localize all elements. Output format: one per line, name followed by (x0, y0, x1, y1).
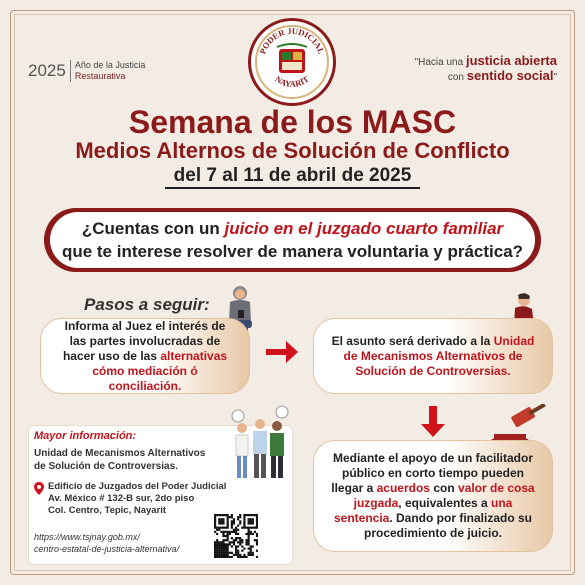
qr-module (250, 552, 252, 554)
qr-module (222, 548, 224, 550)
qr-module (235, 533, 237, 535)
qr-module (218, 514, 220, 516)
qr-module (220, 520, 222, 522)
unit-name-line2: de Solución de Controversias. (34, 461, 178, 472)
qr-module (235, 550, 237, 552)
qr-module (224, 552, 226, 554)
qr-module (216, 533, 218, 535)
year-text: 2025 (28, 61, 66, 80)
qr-module (220, 531, 222, 533)
step-1-card (40, 318, 250, 394)
qr-module (245, 527, 247, 529)
year-title-line1: Año de la Justicia (74, 60, 146, 70)
qr-module (243, 548, 245, 550)
step-3-highlight-3: una sentencia (333, 496, 513, 525)
qr-module (220, 545, 222, 547)
qr-module (220, 548, 222, 550)
qr-module (218, 548, 220, 550)
qr-module (239, 543, 241, 545)
qr-module (231, 552, 233, 554)
qr-module (233, 520, 235, 522)
qr-module (229, 541, 231, 543)
qr-module (239, 520, 241, 522)
qr-module (233, 531, 235, 533)
qr-module (243, 556, 245, 558)
qr-module (227, 522, 229, 524)
qr-module (245, 514, 247, 516)
qr-module (248, 518, 250, 520)
qr-module (239, 556, 241, 558)
qr-module (252, 514, 254, 516)
svg-text:NAYARIT: NAYARIT (273, 73, 311, 89)
qr-module (248, 541, 250, 543)
qr-module (229, 531, 231, 533)
qr-module (245, 556, 247, 558)
qr-module (229, 556, 231, 558)
qr-module (227, 554, 229, 556)
qr-module (252, 520, 254, 522)
year-badge (28, 60, 145, 82)
qr-module (233, 522, 235, 524)
address-line1: Edificio de Juzgados del Poder Judicial (48, 481, 227, 492)
qr-module (218, 554, 220, 556)
slogan-highlight-1: justicia abierta (465, 53, 557, 68)
qr-module (220, 527, 222, 529)
qr-module (250, 554, 252, 556)
qr-module (248, 522, 250, 524)
address-line3: Col. Centro, Tepic, Nayarit (48, 505, 167, 516)
qr-module (235, 539, 237, 541)
website-url-line1[interactable]: https://www.tsjnay.gob.mx/ (34, 532, 140, 542)
people-group-illustration (228, 404, 290, 482)
qr-module (250, 548, 252, 550)
qr-module (218, 556, 220, 558)
qr-module (256, 539, 258, 541)
qr-module (254, 531, 256, 533)
subtitle: Medios Alternos de Solución de Conflicto (75, 138, 510, 163)
qr-module (252, 518, 254, 520)
qr-module (222, 541, 224, 543)
qr-module (245, 541, 247, 543)
qr-module (218, 552, 220, 554)
qr-module (227, 548, 229, 550)
qr-module (218, 520, 220, 522)
unit-name-line1: Unidad de Mecanismos Alternativos (34, 448, 206, 459)
qr-module (237, 552, 239, 554)
qr-module (224, 531, 226, 533)
qr-module (239, 539, 241, 541)
qr-module (231, 520, 233, 522)
qr-module (239, 522, 241, 524)
qr-module (231, 522, 233, 524)
qr-module (256, 535, 258, 537)
slogan (415, 54, 557, 84)
qr-module (256, 543, 258, 545)
year-title-line2: Restaurativa (74, 71, 126, 81)
qr-module (252, 527, 254, 529)
slogan-highlight-2: sentido social (466, 68, 554, 83)
qr-module (224, 550, 226, 552)
qr-module (227, 550, 229, 552)
divider (70, 60, 71, 82)
qr-module (222, 527, 224, 529)
qr-module (243, 518, 245, 520)
qr-module (235, 554, 237, 556)
qr-module (250, 545, 252, 547)
qr-module (250, 520, 252, 522)
step-3-text: Mediante el apoyo de un facilitador público en corto tiempo pueden llegar a (331, 451, 534, 495)
qr-module (248, 554, 250, 556)
qr-module (214, 531, 216, 533)
qr-module (227, 520, 229, 522)
qr-module (218, 529, 220, 531)
qr-module (224, 514, 226, 516)
qr-module (229, 516, 231, 518)
qr-module (222, 520, 224, 522)
qr-module (231, 545, 233, 547)
year-title (75, 60, 146, 82)
qr-module (224, 545, 226, 547)
qr-module (218, 550, 220, 552)
qr-module (231, 556, 233, 558)
qr-module (256, 550, 258, 552)
qr-module (250, 533, 252, 535)
step-3-highlight-1: acuerdos (376, 481, 430, 495)
qr-module (216, 550, 218, 552)
step-2-card (313, 318, 553, 394)
qr-module (222, 514, 224, 516)
qr-module (235, 529, 237, 531)
qr-module (250, 518, 252, 520)
qr-module (248, 543, 250, 545)
qr-module (222, 522, 224, 524)
qr-module (220, 550, 222, 552)
qr-module (214, 552, 216, 554)
qr-module (214, 541, 216, 543)
location-pin-icon (34, 482, 44, 495)
qr-module (224, 535, 226, 537)
qr-module (239, 541, 241, 543)
qr-module (250, 522, 252, 524)
qr-module (235, 552, 237, 554)
qr-module (220, 541, 222, 543)
qr-module (231, 516, 233, 518)
qr-module (227, 539, 229, 541)
steps-heading: Pasos a seguir: (84, 295, 210, 314)
question-text-2: que te interese resolver de manera voluntaria y práctica? (61, 242, 524, 261)
qr-module (243, 522, 245, 524)
event-dates: del 7 al 11 de abril de 2025 (173, 165, 412, 186)
qr-module (233, 554, 235, 556)
qr-module (248, 535, 250, 537)
qr-module (216, 554, 218, 556)
qr-module (222, 554, 224, 556)
address (48, 481, 226, 517)
qr-module (214, 516, 216, 518)
qr-module (214, 554, 216, 556)
slogan-text-3: " (553, 72, 557, 83)
qr-module (214, 543, 216, 545)
qr-module (227, 535, 229, 537)
qr-module (216, 527, 218, 529)
qr-module (248, 520, 250, 522)
qr-module (250, 550, 252, 552)
qr-module (243, 524, 245, 526)
qr-module (216, 543, 218, 545)
qr-module (222, 518, 224, 520)
qr-module (222, 535, 224, 537)
slogan-text-1: "Hacia una (414, 57, 466, 68)
step-3-text-4: . Dando por finalizado su procedimiento de juicio. (363, 511, 533, 540)
step-3-text-3: , equivalentes a (398, 496, 492, 510)
qr-module (252, 554, 254, 556)
arrow-right-icon (264, 338, 300, 366)
qr-module (241, 527, 243, 529)
qr-module (227, 545, 229, 547)
qr-module (227, 533, 229, 535)
qr-module (222, 539, 224, 541)
qr-module (214, 514, 216, 516)
qr-module (218, 543, 220, 545)
step-1-highlight: alternativas cómo mediación ó conciliación. (92, 348, 228, 393)
qr-module (214, 527, 216, 529)
qr-module (237, 516, 239, 518)
qr-module (233, 518, 235, 520)
qr-module (216, 529, 218, 531)
qr-module (241, 556, 243, 558)
qr-module (224, 548, 226, 550)
poder-judicial-seal-logo (248, 18, 336, 106)
qr-module (216, 548, 218, 550)
qr-module (256, 518, 258, 520)
qr-module (241, 541, 243, 543)
qr-module (237, 518, 239, 520)
main-title: Semana de los MASC (128, 104, 457, 140)
qr-module (220, 556, 222, 558)
qr-module (256, 520, 258, 522)
qr-module (224, 527, 226, 529)
qr-module (222, 533, 224, 535)
qr-module (250, 527, 252, 529)
qr-module (235, 545, 237, 547)
qr-module (254, 514, 256, 516)
qr-module (214, 518, 216, 520)
qr-module (235, 537, 237, 539)
qr-module (248, 552, 250, 554)
qr-module (222, 552, 224, 554)
qr-module (227, 543, 229, 545)
website-url-line2[interactable]: centro-estatal-de-justicia-alternativa/ (34, 544, 180, 554)
qr-module (214, 522, 216, 524)
qr-module (254, 539, 256, 541)
qr-module (248, 539, 250, 541)
qr-module (216, 539, 218, 541)
svg-text:PODER JUDICIAL: PODER JUDICIAL (257, 25, 327, 56)
qr-module (227, 516, 229, 518)
step-1-text: Informa al Juez el interés de las partes involucradas de hacer uso de las (62, 318, 226, 363)
qr-module (252, 522, 254, 524)
qr-module (231, 531, 233, 533)
qr-module (218, 545, 220, 547)
qr-module (248, 533, 250, 535)
qr-module (245, 539, 247, 541)
qr-module (233, 539, 235, 541)
qr-module (227, 531, 229, 533)
qr-module (235, 548, 237, 550)
qr-module (248, 527, 250, 529)
qr-module (231, 524, 233, 526)
qr-module (256, 522, 258, 524)
qr-module (243, 527, 245, 529)
qr-module (237, 533, 239, 535)
qr-module (214, 524, 216, 526)
qr-module (220, 554, 222, 556)
qr-module (243, 520, 245, 522)
qr-module (218, 518, 220, 520)
qr-module (216, 514, 218, 516)
dates-underline (165, 187, 420, 189)
qr-module (233, 529, 235, 531)
qr-module (216, 556, 218, 558)
qr-module (250, 514, 252, 516)
qr-module (227, 527, 229, 529)
qr-module (239, 537, 241, 539)
qr-module (231, 537, 233, 539)
qr-module (231, 514, 233, 516)
qr-module (241, 550, 243, 552)
qr-module (248, 537, 250, 539)
qr-module (227, 514, 229, 516)
qr-module (239, 514, 241, 516)
qr-module (252, 552, 254, 554)
qr-module (214, 556, 216, 558)
qr-module (227, 537, 229, 539)
qr-module (256, 514, 258, 516)
qr-module (245, 543, 247, 545)
qr-module (237, 529, 239, 531)
website-link[interactable] (34, 531, 179, 555)
step-2-text: El asunto será derivado a la (331, 333, 494, 348)
qr-module (237, 541, 239, 543)
qr-module (224, 554, 226, 556)
qr-module (220, 518, 222, 520)
qr-module (216, 545, 218, 547)
qr-module (222, 550, 224, 552)
qr-module (220, 543, 222, 545)
qr-module (256, 524, 258, 526)
qr-module (250, 531, 252, 533)
qr-module (254, 527, 256, 529)
qr-module (214, 520, 216, 522)
qr-module (235, 531, 237, 533)
qr-module (233, 543, 235, 545)
qr-module (218, 522, 220, 524)
qr-module (222, 543, 224, 545)
qr-module (243, 554, 245, 556)
qr-module (220, 514, 222, 516)
qr-module (243, 514, 245, 516)
qr-module (218, 541, 220, 543)
step-3-text-2: con (429, 481, 458, 495)
qr-module (235, 527, 237, 529)
qr-module (233, 541, 235, 543)
qr-module (231, 527, 233, 529)
qr-module (252, 545, 254, 547)
qr-module (252, 533, 254, 535)
question-highlight: juicio en el juzgado cuarto familiar (224, 219, 504, 238)
step-3-card (313, 440, 553, 552)
qr-module (237, 545, 239, 547)
qr-module (237, 556, 239, 558)
qr-module (224, 539, 226, 541)
qr-module (237, 550, 239, 552)
qr-module (227, 518, 229, 520)
qr-module (222, 556, 224, 558)
qr-module (256, 527, 258, 529)
qr-module (222, 531, 224, 533)
step-2-highlight: Unidad de Mecanismos Alternativos de Solución de Controversias. (343, 333, 535, 378)
qr-module (214, 550, 216, 552)
qr-module (224, 556, 226, 558)
qr-module (248, 548, 250, 550)
qr-module (224, 543, 226, 545)
qr-module (216, 552, 218, 554)
qr-module (256, 516, 258, 518)
qr-module (222, 545, 224, 547)
qr-module (248, 514, 250, 516)
qr-module (220, 552, 222, 554)
qr-module (245, 533, 247, 535)
qr-module (227, 524, 229, 526)
qr-module (229, 543, 231, 545)
unit-name (34, 447, 205, 473)
qr-module (229, 533, 231, 535)
qr-module (229, 552, 231, 554)
qr-module (237, 524, 239, 526)
qr-module (227, 556, 229, 558)
question-text-1: ¿Cuentas con un (81, 219, 225, 238)
arrow-down-icon (420, 404, 446, 438)
qr-module (241, 539, 243, 541)
qr-module (256, 541, 258, 543)
qr-module (256, 556, 258, 558)
qr-module (227, 552, 229, 554)
qr-module (239, 516, 241, 518)
qr-module (241, 545, 243, 547)
qr-module (214, 548, 216, 550)
qr-module (237, 554, 239, 556)
more-info-title: Mayor información: (34, 430, 137, 442)
qr-module (256, 533, 258, 535)
address-line2: Av. México # 132-B sur, 2do piso (48, 493, 195, 504)
qr-module (243, 516, 245, 518)
qr-module (216, 541, 218, 543)
qr-module (218, 527, 220, 529)
question-banner (50, 212, 535, 268)
step-3-highlight-2: valor de cosa juzgada (353, 481, 535, 510)
qr-module (214, 545, 216, 547)
qr-module (248, 531, 250, 533)
qr-module (220, 522, 222, 524)
qr-module (248, 529, 250, 531)
qr-code[interactable] (214, 514, 258, 558)
qr-module (239, 554, 241, 556)
qr-module (237, 537, 239, 539)
qr-module (231, 541, 233, 543)
slogan-text-2: con (447, 72, 467, 83)
